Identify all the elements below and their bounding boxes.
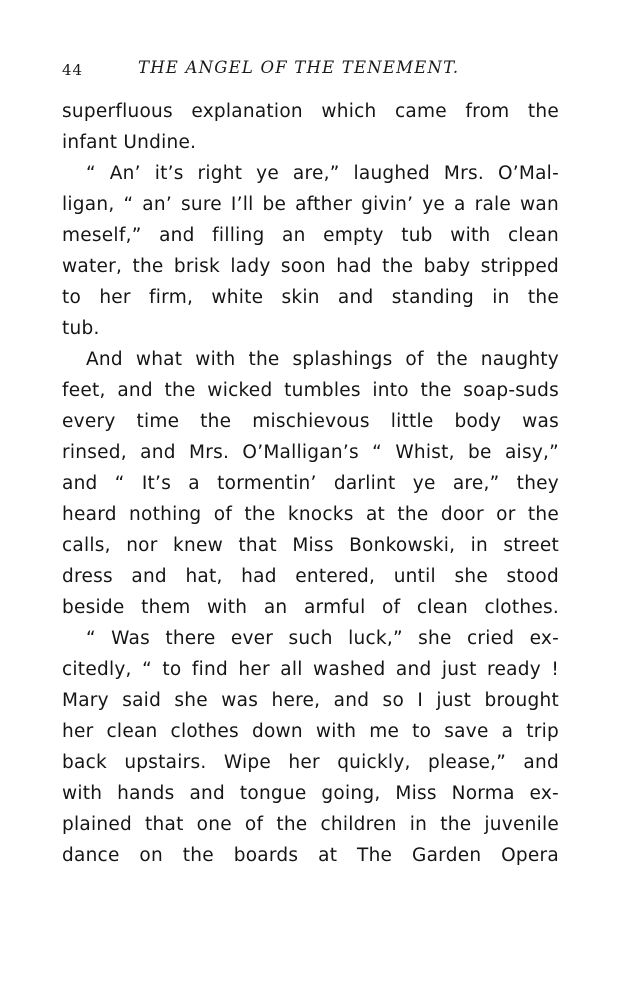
text-line: her clean clothes down with me to save a trip <box>62 721 559 742</box>
text-line: superfluous explanation which came from the <box>62 101 559 122</box>
running-head <box>62 58 562 80</box>
text-line: beside them with an armful of clean clothes. <box>62 597 559 618</box>
text-line: water, the brisk lady soon had the baby stripped <box>62 256 559 277</box>
text-line: dance on the boards at The Garden Opera <box>62 845 559 866</box>
body-text <box>62 96 559 871</box>
text-line: Mary said she was here, and so I just brought <box>62 690 559 711</box>
text-line: plained that one of the children in the juvenile <box>62 814 559 835</box>
text-line: meself,” and filling an empty tub with clean <box>62 225 559 246</box>
text-line: calls, nor knew that Miss Bonkowski, in street <box>62 535 559 556</box>
text-line: rinsed, and Mrs. O’Malligan’s “ Whist, be aisy,” <box>62 442 559 463</box>
text-line: back upstairs. Wipe her quickly, please,” and <box>62 752 559 773</box>
running-title: THE ANGEL OF THE TENEMENT. <box>138 58 460 77</box>
text-line: citedly, “ to find her all washed and just ready ! <box>62 659 559 680</box>
text-line: dress and hat, had entered, until she stood <box>62 566 559 587</box>
page-number: 44 <box>62 61 84 79</box>
text-line: ligan, “ an’ sure I’ll be afther givin’ ye a rale wan <box>62 194 559 215</box>
text-line: And what with the splashings of the naughty <box>86 349 559 370</box>
text-line: tub. <box>62 318 100 339</box>
text-line: infant Undine. <box>62 132 197 153</box>
text-line: “ Was there ever such luck,” she cried ex- <box>86 628 559 649</box>
text-line: feet, and the wicked tumbles into the soap-suds <box>62 380 559 401</box>
text-line: and “ It’s a tormentin’ darlint ye are,” they <box>62 473 559 494</box>
text-line: every time the mischievous little body was <box>62 411 559 432</box>
text-line: to her firm, white skin and standing in the <box>62 287 559 308</box>
text-line: heard nothing of the knocks at the door or the <box>62 504 559 525</box>
text-line: with hands and tongue going, Miss Norma ex- <box>62 783 559 804</box>
text-line: “ An’ it’s right ye are,” laughed Mrs. O’Mal- <box>86 163 559 184</box>
